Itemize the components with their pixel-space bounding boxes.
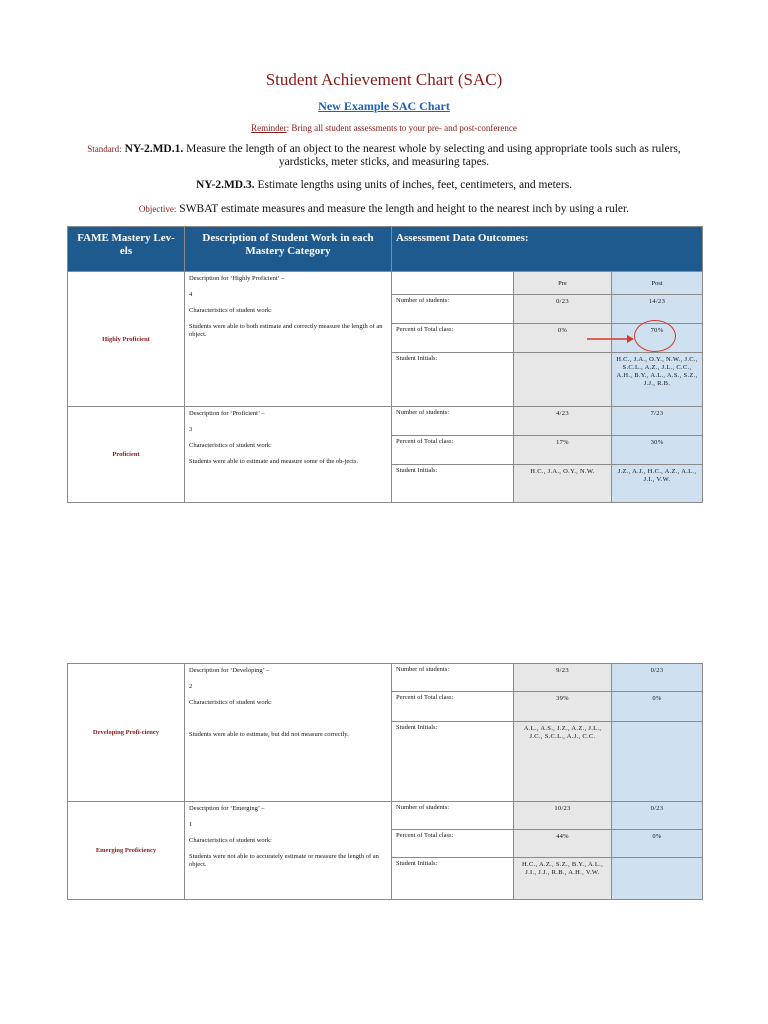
post-count: 0/23 (612, 664, 703, 692)
pre-count: 10/23 (514, 802, 612, 830)
post-percent: 70% (612, 324, 703, 353)
pre-count: 0/23 (514, 295, 612, 324)
desc-score: 1 (189, 821, 193, 828)
post-percent: 30% (612, 436, 703, 465)
pre-initials (514, 353, 612, 407)
post-initials (612, 722, 703, 802)
subtitle-link[interactable]: New Example SAC Chart (318, 99, 450, 113)
achievement-table-1 (67, 226, 703, 503)
metric-label: Percent of Total class: (392, 436, 514, 465)
metric-label: Student Initials: (392, 353, 514, 407)
description-developing (185, 664, 392, 802)
pre-percent: 17% (514, 436, 612, 465)
page-title: Student Achievement Chart (SAC) (265, 70, 503, 89)
pre-initials: A.L., A.S., J.Z., A.Z., J.L., J.C., S.C.L., A.J., C.C. (514, 722, 612, 802)
post-initials (612, 858, 703, 900)
standard-label: Standard: (87, 144, 122, 154)
pre-percent: 0% (514, 324, 612, 353)
metric-label: Number of students: (392, 802, 514, 830)
level-proficient: Proficient (68, 407, 185, 503)
standard-2-text: Estimate lengths using units of inches, feet, centimeters, and meters. (254, 179, 573, 191)
metric-label: Number of students: (392, 295, 514, 324)
desc-char-text: Students were able to both estimate and correctly measure the length of an object. (189, 323, 383, 338)
standard-2-code: NY-2.MD.3. (195, 179, 255, 191)
post-count: 14/23 (612, 295, 703, 324)
desc-char-label: Characteristics of student work: (189, 837, 272, 844)
pre-initials: H.C., A.Z., S.Z., B.Y., A.L., J.I., J.J., R.B., A.H., V.W. (514, 858, 612, 900)
objective (0, 203, 768, 215)
metric-label: Number of students: (392, 407, 514, 436)
metric-label: Percent of Total class: (392, 692, 514, 722)
circle-annotation (634, 320, 676, 352)
standard-2 (0, 179, 768, 191)
post-count: 7/23 (612, 407, 703, 436)
standard-1-code: NY-2.MD.1. (124, 143, 184, 155)
desc-char-label: Characteristics of student work: (189, 307, 272, 314)
post-percent: 0% (612, 830, 703, 858)
pre-column-header: Pre (514, 272, 612, 295)
reminder-text: : Bring all student assessments to your pre- and post-conference (286, 123, 517, 133)
metric-label: Student Initials: (392, 858, 514, 900)
description-highly-proficient (185, 272, 392, 407)
desc-score: 3 (189, 426, 193, 433)
post-column-header: Post (612, 272, 703, 295)
desc-title: Description for ‘Highly Proficient’ – (189, 275, 285, 282)
header-description: Description of Student Work in each Mastery Category (185, 227, 392, 272)
desc-title: Description for ‘Developing’ – (189, 667, 270, 674)
metric-label: Number of students: (392, 664, 514, 692)
pre-initials: H.C., J.A., O.Y., N.W. (514, 465, 612, 503)
metric-label: Percent of Total class: (392, 830, 514, 858)
reminder-label: Reminder (251, 123, 287, 133)
level-highly-proficient: Highly Proficient (68, 272, 185, 407)
header-assessment: Assessment Data Outcomes: (392, 227, 703, 272)
post-initials: H.C., J.A., O.Y., N.W., J.C., S.C.L., A.Z., J.L., C.C., A.H., B.Y., A.L., A.S., S.Z., J.J., R.B. (612, 353, 703, 407)
post-count: 0/23 (612, 802, 703, 830)
header-mastery-levels: FAME Mastery Lev-els (68, 227, 185, 272)
description-proficient (185, 407, 392, 503)
desc-char-text: Students were able to estimate, but did not measure correctly. (189, 731, 349, 738)
pre-count: 4/23 (514, 407, 612, 436)
standard-1-text: Measure the length of an object to the nearest whole by selecting and using appropriate tools such as rulers, yardsticks, meter sticks, and measuring tapes. (183, 143, 681, 168)
post-percent: 0% (612, 692, 703, 722)
description-emerging (185, 802, 392, 900)
pre-percent: 44% (514, 830, 612, 858)
level-developing: Developing Profi-ciency (68, 664, 185, 802)
metric-label: Student Initials: (392, 722, 514, 802)
pre-percent: 39% (514, 692, 612, 722)
desc-char-text: Students were able to estimate and measure some of the ob-jects. (189, 458, 359, 465)
desc-score: 4 (189, 291, 193, 298)
arrow-annotation-icon (585, 333, 635, 345)
desc-char-text: Students were not able to accurately estimate or measure the length of an object. (189, 853, 379, 868)
desc-char-label: Characteristics of student work: (189, 699, 272, 706)
standard-1 (68, 143, 700, 169)
desc-title: Description for ‘Emerging’ – (189, 805, 265, 812)
empty-cell (392, 272, 514, 295)
metric-label: Student Initials: (392, 465, 514, 503)
objective-text: SWBAT estimate measures and measure the length and height to the nearest inch by using a ruler. (176, 203, 630, 215)
metric-label: Percent of Total class: (392, 324, 514, 353)
desc-char-label: Characteristics of student work: (189, 442, 272, 449)
pre-count: 9/23 (514, 664, 612, 692)
objective-label: Objective: (138, 204, 177, 214)
reminder-line (0, 123, 768, 133)
desc-score: 2 (189, 683, 193, 690)
level-emerging: Emerging Proficiency (68, 802, 185, 900)
post-initials: J.Z., A.J., H.C., A.Z., A.L., J.I., V.W. (612, 465, 703, 503)
desc-title: Description for ‘Proficient’ – (189, 410, 265, 417)
achievement-table-2 (67, 663, 703, 900)
